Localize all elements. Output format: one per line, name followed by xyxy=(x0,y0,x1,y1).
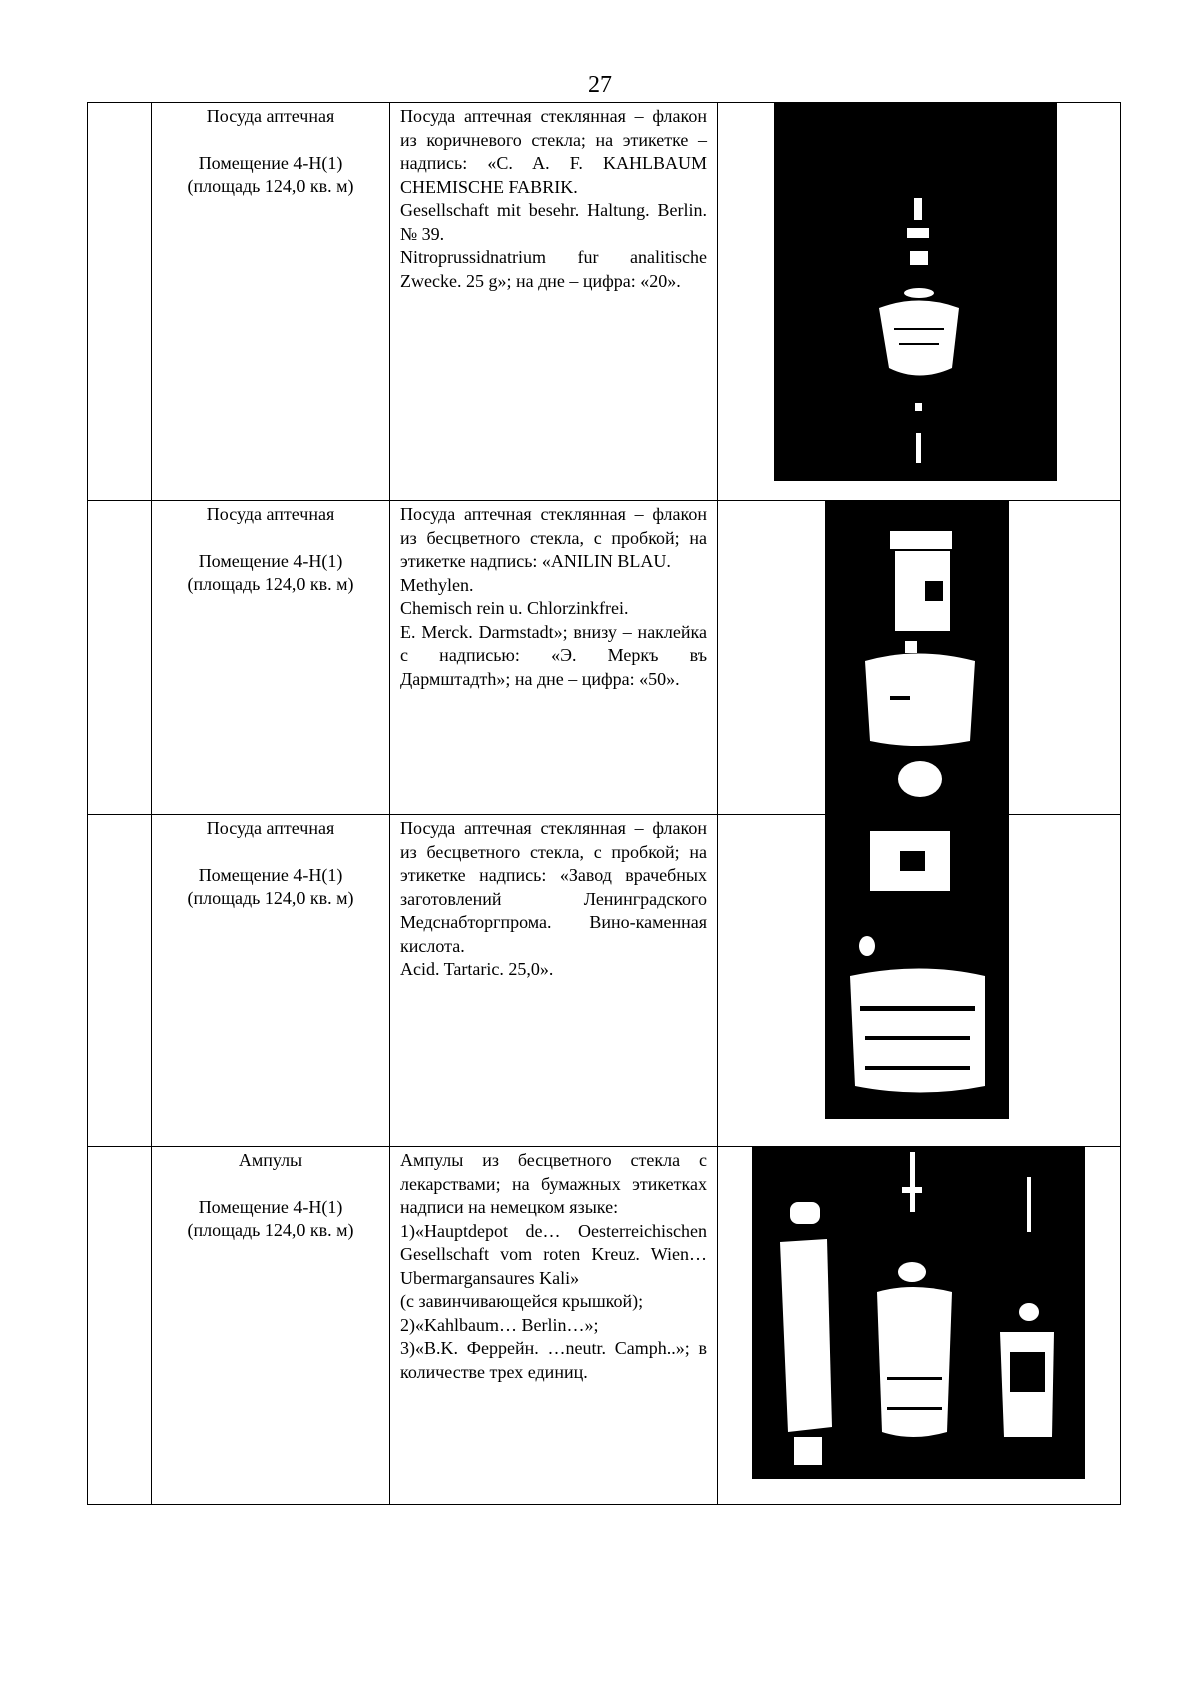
clear-glass-bottle-photo xyxy=(825,811,1009,1119)
area-label: (площадь 124,0 кв. м) xyxy=(187,888,354,908)
description-cell xyxy=(390,103,718,501)
room-label: Помещение 4-Н(1) xyxy=(198,152,343,173)
room-label: Помещение 4-Н(1) xyxy=(198,1196,343,1217)
area-label: (площадь 124,0 кв. м) xyxy=(187,574,354,594)
bottle-icon xyxy=(774,103,1057,481)
object-name: Посуда аптечная xyxy=(206,818,335,838)
bottle-icon xyxy=(825,501,1009,811)
row-number-cell xyxy=(88,1147,152,1505)
brown-glass-bottle-photo xyxy=(774,103,1057,481)
table-row xyxy=(88,103,1121,501)
room-label: Помещение 4-Н(1) xyxy=(198,550,343,571)
clear-glass-bottle-with-stopper-photo xyxy=(825,501,1009,811)
description-cell xyxy=(390,815,718,1147)
row-number-cell xyxy=(88,103,152,501)
object-name: Посуда аптечная xyxy=(206,106,335,126)
photo-cell xyxy=(718,1147,1121,1505)
bottle-icon xyxy=(825,811,1009,1119)
photo-cell xyxy=(718,815,1121,1147)
object-description: Посуда аптечная стеклянная – флакон из бесцветного стекла, с пробкой; на этикетке надпись: «Завод врачебных заготовлений Ленинградского Медснабторгпрома. Вино-каменная кислота. Acid. Tartaric. 25,0». xyxy=(400,818,707,979)
table-row xyxy=(88,501,1121,815)
row-number-cell xyxy=(88,815,152,1147)
ampoules-icon xyxy=(752,1147,1085,1479)
object-registry-table xyxy=(87,102,1121,1505)
object-name: Посуда аптечная xyxy=(206,504,335,524)
photo-cell xyxy=(718,501,1121,815)
table-row xyxy=(88,1147,1121,1505)
table-row xyxy=(88,815,1121,1147)
object-description: Посуда аптечная стеклянная – флакон из бесцветного стекла, с пробкой; на этикетке надпись: «ANILIN BLAU. Methylen. Chemisch rein u. Chlorzinkfrei. E. Merck. Darmstadt»; внизу – наклейка с надписью: «Э. Меркъ въ Дармштадтh»; на дне – цифра: «50». xyxy=(400,504,707,689)
description-cell xyxy=(390,501,718,815)
three-ampoules-photo xyxy=(752,1147,1085,1479)
area-label: (площадь 124,0 кв. м) xyxy=(187,1220,354,1240)
object-name-cell xyxy=(152,501,390,815)
object-name: Ампулы xyxy=(238,1150,303,1170)
object-name-cell xyxy=(152,1147,390,1505)
room-label: Помещение 4-Н(1) xyxy=(198,864,343,885)
object-description: Посуда аптечная стеклянная – флакон из коричневого стекла; на этикетке – надпись: «C. A. F. KAHLBAUM CHEMISCHE FABRIK. Gesellschaft mit besehr. Haltung. Berlin. № 39. Nitroprussidnatrium fur analitische Zwecke. 25 g»; на дне – цифра: «20». xyxy=(400,106,707,291)
object-name-cell xyxy=(152,815,390,1147)
page-number: 27 xyxy=(588,72,612,98)
photo-cell xyxy=(718,103,1121,501)
object-description: Ампулы из бесцветного стекла с лекарствами; на бумажных этикетках надписи на немецком языке: 1)«Hauptdepot de… Oesterreichischen Gesellschaft vom roten Kreuz. Wien… Ubermargansaures Kali» (с завинчивающейся крышкой); 2)«Kahlbaum… Berlin…»; 3)«B.K. Феррейн. …neutr. Camph..»; в количестве трех единиц. xyxy=(400,1150,707,1382)
row-number-cell xyxy=(88,501,152,815)
description-cell xyxy=(390,1147,718,1505)
area-label: (площадь 124,0 кв. м) xyxy=(187,176,354,196)
object-name-cell xyxy=(152,103,390,501)
